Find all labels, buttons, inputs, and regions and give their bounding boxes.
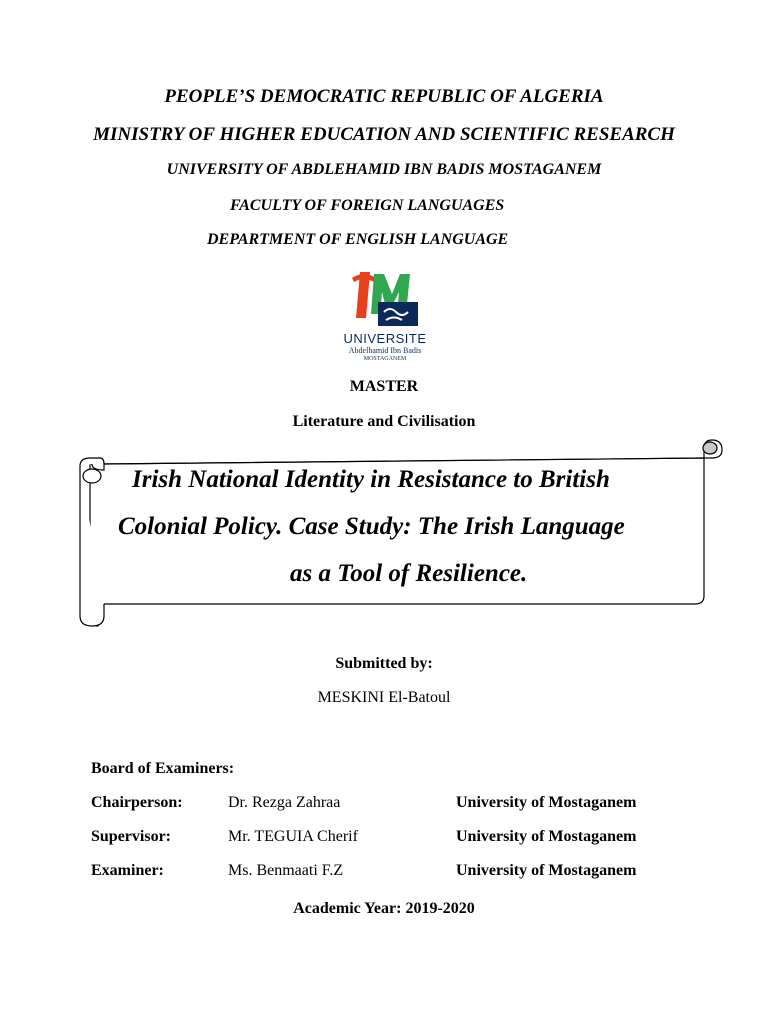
board-name-examiner: Ms. Benmaati F.Z (228, 862, 344, 879)
board-title: Board of Examiners: (91, 760, 235, 777)
logo-subtitle-city: MOSTAGANEM (363, 356, 407, 362)
degree-label: MASTER (349, 378, 419, 395)
logo-university-text: UNIVERSITE (343, 331, 427, 346)
header-ministry: MINISTRY OF HIGHER EDUCATION AND SCIENTIFIC RESEARCH (93, 124, 675, 145)
academic-year: Academic Year: 2019-2020 (293, 900, 475, 917)
header-country: PEOPLE’S DEMOCRATIC REPUBLIC OF ALGERIA (164, 86, 604, 107)
board-role-supervisor: Supervisor: (91, 828, 171, 845)
submitted-by-label: Submitted by: (335, 655, 433, 672)
university-logo-mark (330, 268, 440, 332)
university-logo (330, 268, 440, 364)
board-institution-supervisor: University of Mostaganem (456, 828, 637, 845)
header-faculty: FACULTY OF FOREIGN LANGUAGES (230, 197, 505, 214)
logo-subtitle-name: Abdelhamid Ibn Badis (348, 346, 422, 355)
board-institution-chairperson: University of Mostaganem (456, 794, 637, 811)
board-role-chairperson: Chairperson: (91, 794, 183, 811)
author-name: MESKINI El-Batoul (317, 689, 451, 706)
board-role-examiner: Examiner: (91, 862, 164, 879)
board-name-supervisor: Mr. TEGUIA Cherif (228, 828, 358, 845)
speciality-label: Literature and Civilisation (292, 413, 476, 430)
logo-subtitle (330, 346, 440, 364)
thesis-title-line-3: as a Tool of Resilience. (290, 560, 528, 587)
header-department: DEPARTMENT OF ENGLISH LANGUAGE (207, 231, 509, 248)
header-university: UNIVERSITY OF ABDLEHAMID IBN BADIS MOSTAGANEM (166, 161, 602, 178)
thesis-title-line-1: Irish National Identity in Resistance to British (132, 466, 610, 493)
board-institution-examiner: University of Mostaganem (456, 862, 637, 879)
board-name-chairperson: Dr. Rezga Zahraa (228, 794, 341, 811)
thesis-title-line-2: Colonial Policy. Case Study: The Irish Language (118, 513, 625, 540)
